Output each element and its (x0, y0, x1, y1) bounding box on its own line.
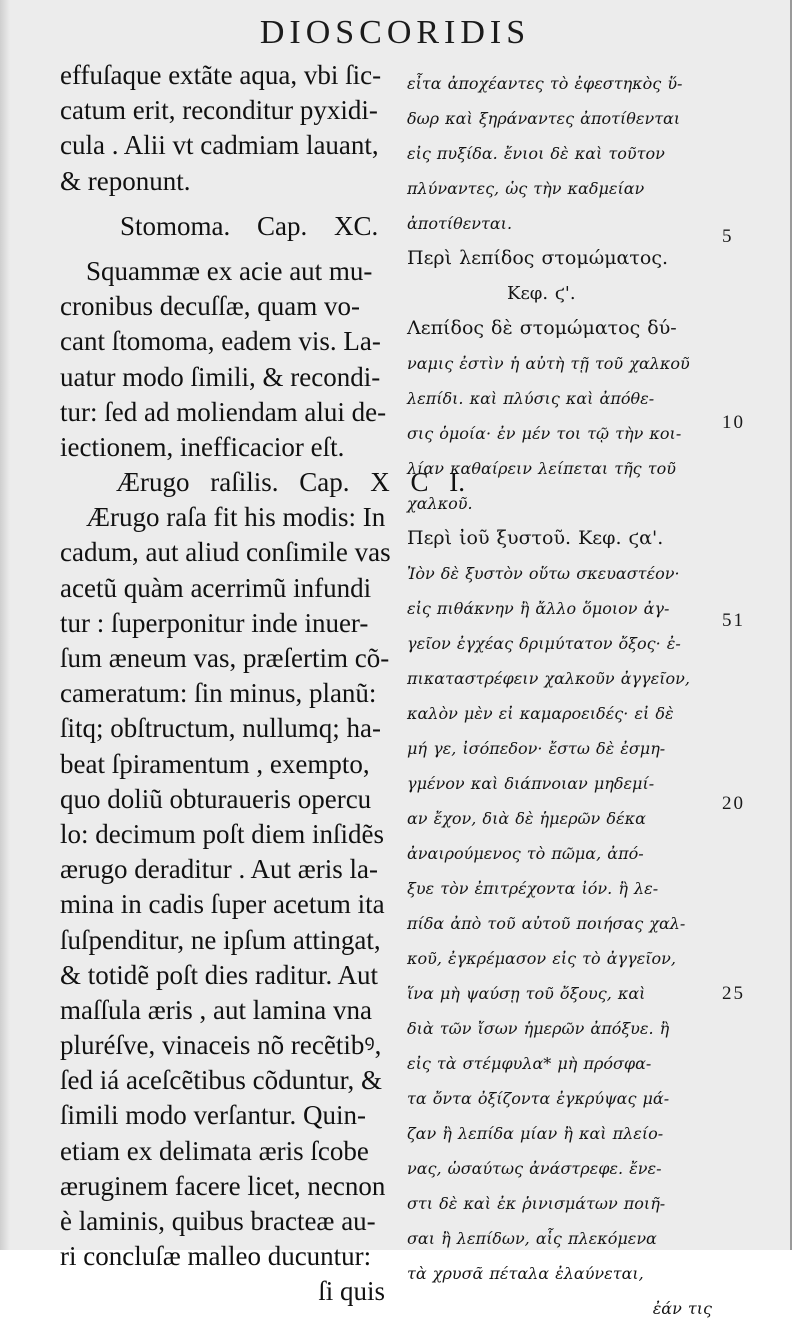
greek-line: εἰς πυξίδα. ἔνιοι δὲ καὶ τοῦτον (407, 144, 665, 163)
greek-chapter-number: Κεφ. ϛ'. (507, 283, 576, 304)
latin-line: mina in cadis ſuper acetum ita (60, 889, 385, 920)
greek-chapter-heading: Περὶ ἰοῦ ξυστοῦ. Κεφ. ϛα'. (407, 527, 664, 549)
latin-line: cant ſtomoma, eadem vis. La- (60, 326, 381, 357)
greek-line: τὰ χρυσᾶ πέταλα ἐλαύνεται, (407, 1264, 644, 1283)
latin-line: Ærugo raſa fit his modis: In (86, 502, 386, 533)
latin-line: quo doliũ obturaueris opercu (60, 783, 372, 814)
latin-line: & totidẽ poſt dies raditur. Aut (60, 959, 378, 990)
greek-line: πίδα ἀπὸ τοῦ αὐτοῦ ποιήσας χαλ- (407, 914, 686, 933)
greek-line: διὰ τῶν ἴσων ἡμερῶν ἀπόξυε. ἢ (407, 1019, 670, 1038)
latin-line: è laminis, quibus bracteæ au- (60, 1206, 376, 1236)
latin-line: pluréſve, vinaceis nõ recẽtibꝰ, (60, 1030, 382, 1061)
greek-line: χαλκοῦ. (407, 494, 473, 513)
greek-line: αν ἔχον, διὰ δὲ ἡμερῶν δέκα (407, 809, 646, 828)
latin-line: cronibus decuſſæ, quam vo- (60, 291, 360, 322)
greek-line: εἰς τὰ στέμφυλα* μὴ πρόσφα- (407, 1054, 652, 1073)
latin-line: æruginem facere licet, necnon (60, 1170, 386, 1201)
latin-line: beat ſpiramentum , exempto, (60, 748, 370, 779)
latin-line: ærugo deraditur . Aut æris la- (60, 854, 378, 885)
greek-catchword: ἐάν τις (652, 1299, 712, 1318)
greek-line: ἀποτίθενται. (407, 214, 513, 233)
latin-line: uatur modo ſimili, & recondi- (60, 361, 381, 392)
latin-line: iectionem, inefficacior eſt. (60, 431, 345, 462)
margin-line-number: 10 (722, 412, 745, 433)
greek-line: ἀναιρούμενος τὸ πῶμα, ἀπό- (407, 844, 644, 863)
latin-line: lo: decimum poſt diem inſidẽs (60, 818, 384, 849)
greek-column (407, 66, 722, 1326)
latin-line: & reponunt. (60, 165, 191, 196)
latin-line: cadum, aut aliud conſimile vas (60, 537, 391, 568)
latin-line: maſſula æris , aut lamina vna (60, 994, 372, 1025)
chapter-heading-stomoma: Stomoma. Cap. XC. (120, 210, 379, 241)
latin-line: etiam ex delimata æris ſcobe (60, 1135, 369, 1166)
latin-line: ſum æneum vas, præſertim cõ- (60, 643, 390, 673)
greek-line: ξυε τὸν ἐπιτρέχοντα ἰόν. ἢ λε- (407, 879, 659, 898)
running-head: DIOSCORIDIS (259, 14, 531, 51)
greek-line: εἰς πιθάκνην ἢ ἄλλο ὅμοιον ἀγ- (407, 599, 670, 618)
latin-line: ſed iá aceſcẽtibus cõduntur, & (60, 1065, 383, 1096)
latin-line: ſimili modo verſantur. Quin- (60, 1100, 366, 1131)
margin-line-number: 5 (722, 226, 734, 247)
latin-line: ſuſpenditur, ne ipſum attingat, (60, 924, 381, 955)
margin-line-number: 25 (722, 983, 745, 1004)
greek-line: γμένον καὶ διάπνοιαν μηδεμί- (407, 774, 655, 793)
greek-line: σαι ἢ λεπίδων, αἷς πλεκόμενα (407, 1229, 657, 1248)
greek-line: Ἰὸν δὲ ξυστὸν οὕτω σκευαστέον· (407, 564, 680, 583)
scan-gutter-shadow (0, 0, 10, 1250)
greek-line: πικαταστρέφειν χαλκοῦν ἀγγεῖον, (407, 669, 690, 688)
chapter-heading-aerugo: Ærugo raſilis. Cap. X C I. (116, 467, 465, 498)
latin-line: tur : ſuperponitur inde inuer- (60, 607, 369, 638)
latin-line: cula . Alii vt cadmiam lauant, (60, 130, 379, 161)
greek-line: καλὸν μὲν εἰ καμαροειδές· εἰ δὲ (407, 704, 674, 723)
latin-line: effuſaque extãte aqua, vbi ſic- (60, 60, 382, 90)
latin-line: acetũ quàm acerrimũ infundi (60, 572, 372, 603)
greek-line: σις ὁμοία· ἐν μέν τοι τῷ τὴν κοι- (407, 424, 682, 443)
margin-line-number: 51 (722, 610, 745, 631)
latin-line: ſitq; obſtructum, nullumq; ha- (60, 713, 381, 744)
greek-line: κοῦ, ἐγκρέμασον εἰς τὸ ἀγγεῖον, (407, 949, 676, 968)
greek-chapter-heading: Περὶ λεπίδος στομώματος. (407, 247, 669, 269)
latin-line: cameratum: ſin minus, planũ: (60, 678, 377, 709)
latin-line: Squammæ ex acie aut mu- (86, 255, 373, 286)
greek-line: γεῖον ἐγχέας δριμύτατον ὄξος· ἐ- (407, 634, 681, 653)
catchword: ſi quis (318, 1276, 385, 1307)
latin-line: catum erit, reconditur pyxidi- (60, 95, 378, 126)
greek-line: στι δὲ καὶ ἐκ ῥινισμάτων ποιῆ- (407, 1194, 666, 1213)
greek-line: εἶτα ἀποχέαντες τὸ ἐφεστηκὸς ὕ- (407, 74, 683, 93)
greek-line: δωρ καὶ ξηράναντες ἀποτίθενται (407, 109, 681, 128)
greek-line: Λεπίδος δὲ στομώματος δύ- (407, 317, 677, 339)
latin-line: tur: ſed ad moliendam alui de- (60, 396, 387, 427)
greek-line: ἵνα μὴ ψαύσῃ τοῦ ὄξους, καὶ (407, 984, 646, 1003)
greek-line: τα ὄντα ὀξίζοντα ἐγκρύψας μά- (407, 1089, 670, 1108)
latin-line: ri concluſæ malleo ducuntur: (60, 1241, 372, 1272)
greek-line: πλύναντες, ὡς τὴν καδμείαν (407, 179, 645, 198)
greek-line: λεπίδι. καὶ πλύσις καὶ ἀπόθε- (407, 389, 655, 408)
greek-line: λίαν καθαίρειν λείπεται τῆς τοῦ (407, 459, 676, 478)
greek-line: μή γε, ἰσόπεδον· ἔστω δὲ ἐσμη- (407, 739, 666, 758)
greek-line: ναμις ἐστὶν ἡ αὐτὴ τῇ τοῦ χαλκοῦ (407, 354, 690, 373)
greek-line: νας, ὡσαύτως ἀνάστρεφε. ἔνε- (407, 1159, 662, 1178)
margin-line-number: 20 (722, 793, 745, 814)
greek-line: ζαν ἢ λεπίδα μίαν ἢ καὶ πλείο- (407, 1124, 664, 1143)
